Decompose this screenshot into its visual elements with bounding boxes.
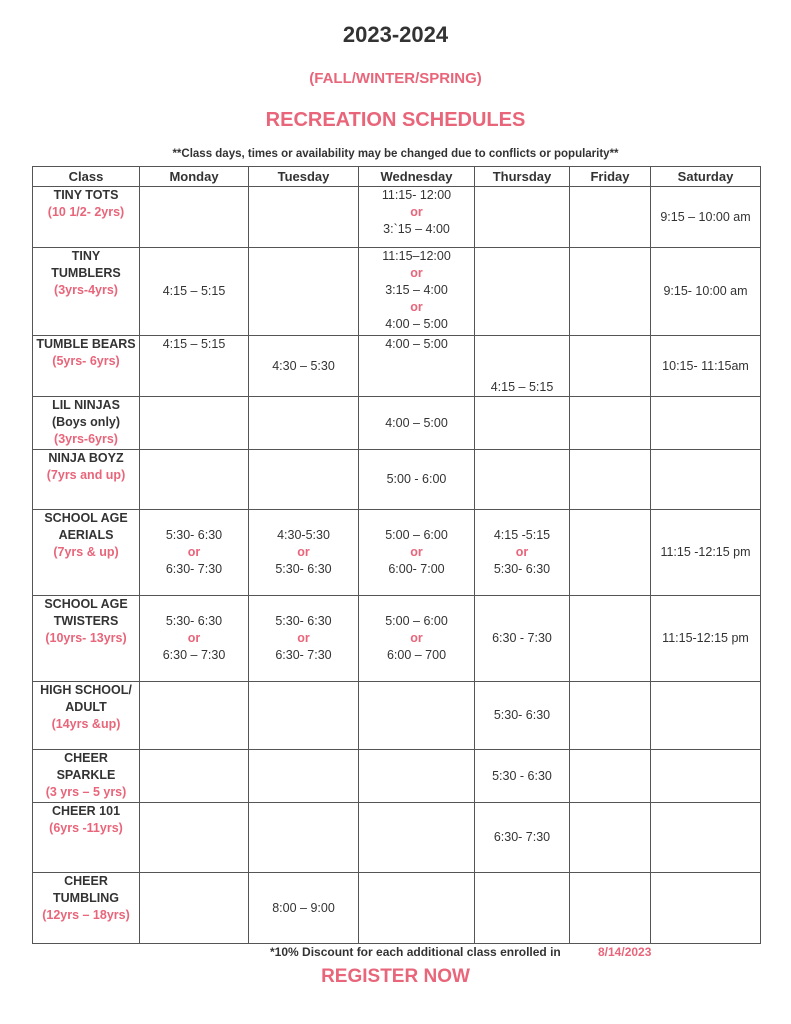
friday-cell xyxy=(570,750,651,803)
tuesday-cell xyxy=(249,336,359,397)
class-age-range: (7yrs and up) xyxy=(46,468,126,482)
year-title: 2023-2024 xyxy=(342,22,449,47)
thursday-cell xyxy=(475,750,570,803)
class-name: TUMBLING xyxy=(53,891,119,905)
class-time: 9:15- 10:00 am xyxy=(663,284,748,298)
saturday-cell xyxy=(651,248,761,336)
seasons-subtitle: (FALL/WINTER/SPRING) xyxy=(309,70,482,87)
schedule-heading: RECREATION SCHEDULES xyxy=(265,109,526,131)
wednesday-cell xyxy=(359,336,475,397)
class-time: 5:30- 6:30 xyxy=(275,614,332,628)
class-name: TUMBLERS xyxy=(51,266,121,280)
saturday-cell xyxy=(651,873,761,944)
class-name-cell xyxy=(33,510,140,596)
monday-cell xyxy=(140,187,249,248)
table-row xyxy=(33,682,761,750)
class-time: 5:00 – 6:00 xyxy=(385,614,448,628)
class-name: LIL NINJAS xyxy=(52,398,120,412)
col-header-tuesday: Tuesday xyxy=(249,167,359,187)
class-time: 5:30- 6:30 xyxy=(493,562,551,576)
monday-cell xyxy=(140,682,249,750)
col-header-class: Class xyxy=(33,167,140,187)
table-header-row xyxy=(33,167,761,187)
class-age-range: (12yrs – 18yrs) xyxy=(42,908,130,922)
wednesday-cell xyxy=(359,873,475,944)
wednesday-cell xyxy=(359,187,475,248)
class-name-cell xyxy=(33,397,140,450)
monday-cell xyxy=(140,596,249,682)
class-time: 5:30 - 6:30 xyxy=(492,768,552,783)
or-separator: or xyxy=(515,545,529,559)
class-name: CHEER xyxy=(64,874,108,888)
friday-cell xyxy=(570,596,651,682)
class-age-range: (6yrs -11yrs) xyxy=(49,821,123,835)
friday-cell xyxy=(570,187,651,248)
class-age-range: (3yrs-4yrs) xyxy=(54,283,118,297)
monday-cell xyxy=(140,248,249,336)
class-time: 6:30- 7:30 xyxy=(275,648,332,662)
friday-cell xyxy=(570,450,651,510)
col-header-saturday: Saturday xyxy=(651,167,761,187)
class-time: 5:30- 6:30 xyxy=(493,708,551,722)
or-separator: or xyxy=(187,631,201,645)
wednesday-cell xyxy=(359,596,475,682)
class-name-cell xyxy=(33,187,140,248)
class-time: 3:15 – 4:00 xyxy=(385,283,448,297)
monday-cell xyxy=(140,803,249,873)
table-row xyxy=(33,803,761,873)
class-name-cell xyxy=(33,803,140,873)
tuesday-cell xyxy=(249,450,359,510)
col-header-thursday: Thursday xyxy=(475,167,570,187)
class-name-cell xyxy=(33,336,140,397)
discount-note: *10% Discount for each additional class enrolled in xyxy=(270,945,561,959)
class-name: TINY TOTS xyxy=(53,188,119,202)
monday-cell xyxy=(140,336,249,397)
wednesday-cell xyxy=(359,510,475,596)
class-time: 8:00 – 9:00 xyxy=(272,900,335,915)
class-name: CHEER xyxy=(64,751,108,765)
class-name: (Boys only) xyxy=(51,415,121,429)
thursday-cell xyxy=(475,450,570,510)
wednesday-cell xyxy=(359,397,475,450)
or-separator: or xyxy=(297,631,310,645)
class-time: 5:30- 6:30 xyxy=(275,562,332,576)
class-time: 4:15 – 5:15 xyxy=(162,337,226,351)
class-time: 5:00 - 6:00 xyxy=(386,472,447,486)
wednesday-cell xyxy=(359,803,475,873)
tuesday-cell xyxy=(249,682,359,750)
saturday-cell xyxy=(651,397,761,450)
col-header-friday: Friday xyxy=(570,167,651,187)
table-row xyxy=(33,248,761,336)
col-header-wednesday: Wednesday xyxy=(359,167,475,187)
class-name-cell xyxy=(33,682,140,750)
table-row xyxy=(33,596,761,682)
schedule-date: 8/14/2023 xyxy=(598,945,652,959)
thursday-cell xyxy=(475,248,570,336)
table-row xyxy=(33,397,761,450)
class-time: 4:15 -5:15 xyxy=(493,528,551,542)
class-age-range: (7yrs & up) xyxy=(53,545,119,559)
friday-cell xyxy=(570,397,651,450)
saturday-cell xyxy=(651,596,761,682)
class-age-range: (3 yrs – 5 yrs) xyxy=(45,785,127,799)
class-age-range: (3yrs-6yrs) xyxy=(54,432,118,446)
table-row xyxy=(33,510,761,596)
class-time: 11:15–12:00 xyxy=(382,249,451,263)
friday-cell xyxy=(570,682,651,750)
class-name: CHEER 101 xyxy=(51,804,121,818)
class-age-range: (14yrs &up) xyxy=(51,717,121,731)
class-time: 4:30-5:30 xyxy=(277,528,330,542)
or-separator: or xyxy=(410,205,423,219)
schedule-body xyxy=(33,187,761,944)
friday-cell xyxy=(570,873,651,944)
class-name: SCHOOL AGE xyxy=(44,511,128,525)
class-name-cell xyxy=(33,596,140,682)
class-name: AERIALS xyxy=(58,528,114,542)
thursday-cell xyxy=(475,682,570,750)
or-separator: or xyxy=(187,545,201,559)
wednesday-cell xyxy=(359,682,475,750)
class-name: TUMBLE BEARS xyxy=(36,337,136,351)
class-time: 4:15 – 5:15 xyxy=(490,380,554,394)
class-time: 6:30- 7:30 xyxy=(493,830,551,844)
class-name: HIGH SCHOOL/ xyxy=(40,683,132,697)
class-age-range: (5yrs- 6yrs) xyxy=(52,354,120,368)
tuesday-cell xyxy=(249,248,359,336)
saturday-cell xyxy=(651,450,761,510)
tuesday-cell xyxy=(249,187,359,248)
class-name: SPARKLE xyxy=(56,768,116,782)
class-time: 11:15 -12:15 pm xyxy=(660,545,751,559)
table-row xyxy=(33,336,761,397)
class-name-cell xyxy=(33,750,140,803)
class-age-range: (10yrs- 13yrs) xyxy=(45,631,127,645)
tuesday-cell xyxy=(249,750,359,803)
or-separator: or xyxy=(297,545,310,559)
table-row xyxy=(33,873,761,944)
class-name: SCHOOL AGE xyxy=(44,597,128,611)
friday-cell xyxy=(570,803,651,873)
class-name-cell xyxy=(33,450,140,510)
tuesday-cell xyxy=(249,596,359,682)
class-time: 6:30- 7:30 xyxy=(165,562,223,576)
thursday-cell xyxy=(475,803,570,873)
tuesday-cell xyxy=(249,510,359,596)
class-time: 4:15 – 5:15 xyxy=(162,284,226,298)
class-name: TWISTERS xyxy=(53,614,119,628)
saturday-cell xyxy=(651,682,761,750)
friday-cell xyxy=(570,510,651,596)
schedule-table xyxy=(32,166,761,944)
monday-cell xyxy=(140,750,249,803)
table-row xyxy=(33,450,761,510)
class-time: 4:30 – 5:30 xyxy=(272,358,335,373)
monday-cell xyxy=(140,397,249,450)
thursday-cell xyxy=(475,397,570,450)
table-row xyxy=(33,187,761,248)
monday-cell xyxy=(140,873,249,944)
class-time: 9:15 – 10:00 am xyxy=(660,209,751,224)
class-time: 6:30 - 7:30 xyxy=(492,631,552,645)
wednesday-cell xyxy=(359,450,475,510)
class-time: 11:15- 12:00 xyxy=(381,188,452,202)
wednesday-cell xyxy=(359,750,475,803)
or-separator: or xyxy=(410,266,423,280)
register-now-link[interactable]: REGISTER NOW xyxy=(321,966,470,987)
class-time: 4:00 – 5:00 xyxy=(385,337,448,351)
saturday-cell xyxy=(651,336,761,397)
saturday-cell xyxy=(651,510,761,596)
thursday-cell xyxy=(475,596,570,682)
class-age-range: (10 1/2- 2yrs) xyxy=(47,205,125,219)
class-name-cell xyxy=(33,248,140,336)
thursday-cell xyxy=(475,510,570,596)
or-separator: or xyxy=(410,545,423,559)
class-name-cell xyxy=(33,873,140,944)
tuesday-cell xyxy=(249,397,359,450)
class-time: 4:00 – 5:00 xyxy=(385,317,448,331)
table-row xyxy=(33,750,761,803)
class-time: 6:00- 7:00 xyxy=(388,562,445,576)
availability-note: **Class days, times or availability may be changed due to conflicts or popularity** xyxy=(172,148,619,160)
class-time: 11:15-12:15 pm xyxy=(662,631,749,645)
class-time: 5:30- 6:30 xyxy=(165,528,223,542)
class-time: 4:00 – 5:00 xyxy=(385,415,448,430)
thursday-cell xyxy=(475,187,570,248)
monday-cell xyxy=(140,510,249,596)
col-header-monday: Monday xyxy=(140,167,249,187)
or-separator: or xyxy=(410,631,423,645)
class-time: 5:00 – 6:00 xyxy=(385,528,448,542)
class-time: 6:00 – 700 xyxy=(386,648,447,662)
class-name: NINJA BOYZ xyxy=(48,451,124,465)
tuesday-cell xyxy=(249,873,359,944)
saturday-cell xyxy=(651,803,761,873)
wednesday-cell xyxy=(359,248,475,336)
thursday-cell xyxy=(475,873,570,944)
saturday-cell xyxy=(651,750,761,803)
friday-cell xyxy=(570,248,651,336)
or-separator: or xyxy=(410,300,423,314)
friday-cell xyxy=(570,336,651,397)
class-name: ADULT xyxy=(65,700,107,714)
tuesday-cell xyxy=(249,803,359,873)
class-time: 6:30 – 7:30 xyxy=(162,648,226,662)
class-time: 5:30- 6:30 xyxy=(165,614,223,628)
monday-cell xyxy=(140,450,249,510)
class-time: 10:15- 11:15am xyxy=(662,358,749,373)
saturday-cell xyxy=(651,187,761,248)
thursday-cell xyxy=(475,336,570,397)
class-time: 3:`15 – 4:00 xyxy=(383,222,450,236)
class-name: TINY xyxy=(71,249,101,263)
